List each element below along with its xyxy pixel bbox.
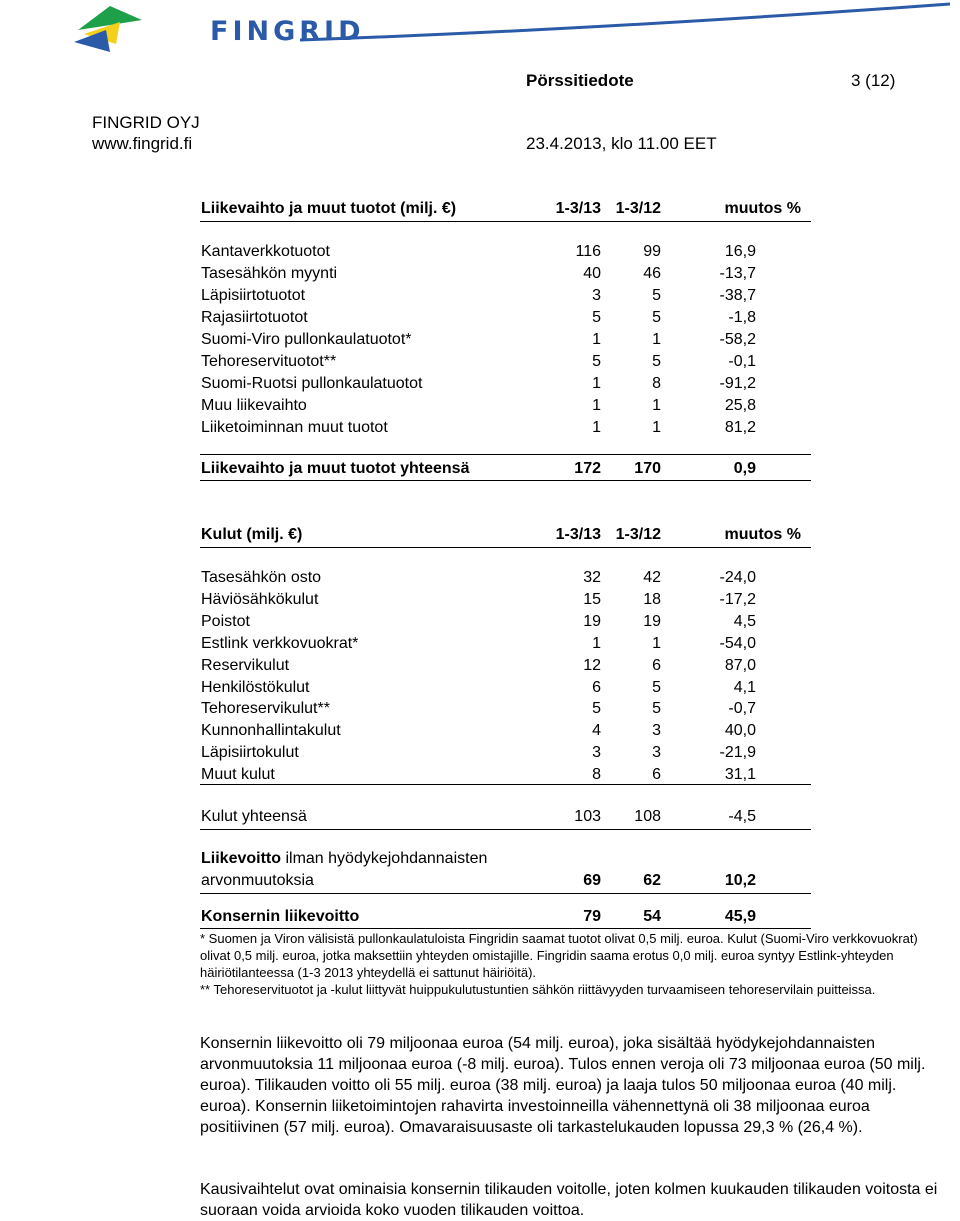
table-row bbox=[200, 589, 811, 611]
table-row bbox=[200, 677, 811, 699]
row-label: Tehoreservituotot** bbox=[201, 353, 337, 370]
table-row bbox=[200, 263, 811, 285]
table-row bbox=[200, 329, 811, 351]
company-name: FINGRID OYJ bbox=[92, 113, 200, 132]
release-date: 23.4.2013, klo 11.00 EET bbox=[526, 134, 717, 153]
table-cell: 1 bbox=[592, 375, 601, 392]
table-row bbox=[200, 698, 811, 720]
total-label: Kulut yhteensä bbox=[201, 808, 307, 825]
table-cell: 10,2 bbox=[724, 872, 756, 889]
row-label: Läpisiirtotuotot bbox=[201, 287, 306, 304]
table-cell: 116 bbox=[575, 243, 601, 260]
table-cell: 6 bbox=[652, 656, 661, 674]
divider bbox=[200, 829, 811, 830]
body-paragraph: Kausivaihtelut ovat ominaisia konsernin tilikauden voitolle, joten kolmen kuukauden tilikauden voitosta ei suoraan voida arvioida koko vuoden tilikauden voittoa. bbox=[200, 1181, 938, 1219]
table-cell: 18 bbox=[643, 590, 661, 608]
row-label: Kantaverkkotuotot bbox=[201, 243, 330, 260]
divider bbox=[200, 928, 811, 929]
cost-total-row bbox=[200, 806, 811, 828]
table-cell: 19 bbox=[643, 612, 661, 630]
table-cell: 46 bbox=[643, 265, 661, 282]
row-label: Muu liikevaihto bbox=[201, 397, 307, 414]
table-cell: 5 bbox=[652, 287, 661, 304]
col-header: 1-3/13 bbox=[555, 526, 601, 543]
table-row bbox=[200, 764, 811, 786]
table-cell: 40,0 bbox=[724, 722, 756, 740]
row-label: Suomi-Viro pullonkaulatuotot* bbox=[201, 331, 412, 348]
table-cell: 32 bbox=[583, 569, 601, 586]
table-cell: 1 bbox=[652, 634, 661, 652]
table-row bbox=[200, 611, 811, 633]
operating-profit-label-row bbox=[200, 848, 811, 870]
divider bbox=[200, 784, 811, 785]
table-cell: 108 bbox=[634, 808, 661, 825]
table-cell: 5 bbox=[652, 700, 661, 718]
table-row bbox=[200, 307, 811, 329]
row-label: Henkilöstökulut bbox=[201, 678, 310, 696]
operating-profit-label-rest: ilman hyödykejohdannaisten bbox=[281, 850, 488, 867]
footnote-1: * Suomen ja Viron välisistä pullonkaulatuloista Fingridin saamat tuotot olivat 0,5 milj. euroa. Kulut (Suomi-Viro verkkovuokrat) olivat 0,5 milj. euroa, jotka maksettiin yhteyden omistajille. Fingridin saama erotus 0,0 milj. euroa syntyy Estlink-yhteyden häiriötilanteessa (1-3 2013 yhteydellä ei sattunut häiriöitä). bbox=[200, 931, 918, 980]
doc-type: Pörssitiedote bbox=[526, 71, 634, 90]
table-cell: -0,1 bbox=[728, 353, 756, 370]
table-cell: 3 bbox=[592, 744, 601, 762]
table-row bbox=[200, 417, 811, 439]
table-cell: 79 bbox=[583, 908, 601, 925]
table-cell: -24,0 bbox=[719, 569, 756, 586]
table-cell: 99 bbox=[643, 243, 661, 260]
table-cell: 25,8 bbox=[724, 397, 756, 414]
table-row bbox=[200, 373, 811, 395]
table-cell: 5 bbox=[652, 353, 661, 370]
website-link[interactable]: www.fingrid.fi bbox=[92, 134, 193, 153]
table-cell: -38,7 bbox=[719, 287, 756, 304]
table-cell: 3 bbox=[652, 722, 661, 740]
table-cell: 6 bbox=[652, 766, 661, 784]
row-label: Suomi-Ruotsi pullonkaulatuotot bbox=[201, 375, 423, 392]
table-cell: 42 bbox=[643, 569, 661, 586]
row-label: Kunnonhallintakulut bbox=[201, 722, 341, 740]
cost-title: Kulut (milj. €) bbox=[201, 526, 303, 543]
table-row bbox=[200, 395, 811, 417]
row-label: Rajasiirtotuotot bbox=[201, 309, 308, 326]
logo-wordmark: FINGRID bbox=[210, 16, 365, 47]
row-label: Tasesähkön osto bbox=[201, 569, 322, 586]
table-cell: 69 bbox=[583, 872, 601, 889]
table-cell: 1 bbox=[592, 397, 601, 414]
row-label: Poistot bbox=[201, 612, 250, 630]
table-cell: 40 bbox=[583, 265, 601, 282]
operating-profit-row bbox=[200, 870, 811, 892]
table-cell: -58,2 bbox=[719, 331, 756, 348]
table-cell: 19 bbox=[583, 612, 601, 630]
table-cell: 1 bbox=[592, 419, 601, 436]
table-row bbox=[200, 633, 811, 655]
table-row bbox=[200, 720, 811, 742]
page-number: 3 (12) bbox=[851, 71, 896, 90]
row-label: Muut kulut bbox=[201, 766, 275, 784]
group-profit-row bbox=[200, 906, 811, 928]
table-cell: 16,9 bbox=[724, 243, 756, 260]
table-cell: 45,9 bbox=[724, 908, 756, 925]
table-cell: 1 bbox=[652, 397, 661, 414]
total-label: Liikevaihto ja muut tuotot yhteensä bbox=[201, 460, 470, 477]
revenue-header-row bbox=[200, 198, 811, 220]
table-cell: 4,1 bbox=[733, 678, 756, 696]
table-cell: 1 bbox=[652, 331, 661, 348]
table-row bbox=[200, 285, 811, 307]
revenue-total-row bbox=[200, 458, 811, 480]
table-cell: 5 bbox=[592, 309, 601, 326]
table-cell: 5 bbox=[592, 353, 601, 370]
col-header: 1-3/12 bbox=[615, 200, 661, 217]
table-cell: 3 bbox=[652, 744, 661, 762]
row-label: Läpisiirtokulut bbox=[201, 744, 299, 762]
group-profit-label: Konsernin liikevoitto bbox=[201, 908, 360, 925]
table-cell: 8 bbox=[652, 375, 661, 392]
table-cell: -1,8 bbox=[728, 309, 756, 326]
divider bbox=[200, 547, 811, 548]
table-row bbox=[200, 241, 811, 263]
divider bbox=[200, 893, 811, 894]
table-cell: 4,5 bbox=[733, 612, 756, 630]
table-cell: 1 bbox=[592, 634, 601, 652]
table-cell: 81,2 bbox=[724, 419, 756, 436]
table-cell: 4 bbox=[592, 722, 601, 740]
col-header: 1-3/12 bbox=[615, 526, 661, 543]
table-cell: -17,2 bbox=[719, 590, 756, 608]
fingrid-logo bbox=[70, 0, 960, 60]
cost-header-row bbox=[200, 524, 811, 546]
table-cell: 8 bbox=[592, 766, 601, 784]
table-cell: 1 bbox=[652, 419, 661, 436]
row-label: Reservikulut bbox=[201, 656, 290, 674]
table-cell: 103 bbox=[574, 808, 601, 825]
revenue-title: Liikevaihto ja muut tuotot (milj. €) bbox=[201, 200, 457, 217]
table-cell: -91,2 bbox=[719, 375, 756, 392]
table-cell: 3 bbox=[592, 287, 601, 304]
table-cell: -0,7 bbox=[728, 700, 756, 718]
col-header: muutos % bbox=[724, 200, 801, 217]
table-cell: 0,9 bbox=[733, 460, 756, 477]
table-cell: -4,5 bbox=[728, 808, 756, 825]
table-cell: -13,7 bbox=[719, 265, 756, 282]
table-cell: 87,0 bbox=[724, 656, 756, 674]
row-label: Häviösähkökulut bbox=[201, 590, 319, 608]
table-cell: 5 bbox=[652, 678, 661, 696]
operating-profit-label-line2: arvonmuutoksia bbox=[201, 872, 314, 889]
footnote-2: ** Tehoreservituotot ja -kulut liittyvät huippukulutustuntien sähkön riittävyyden turvaamiseen tehoreservilain puitteissa. bbox=[200, 982, 876, 997]
table-cell: 172 bbox=[574, 460, 601, 477]
table-cell: -21,9 bbox=[719, 744, 756, 762]
table-row bbox=[200, 655, 811, 677]
table-cell: 5 bbox=[652, 309, 661, 326]
table-cell: 54 bbox=[643, 908, 661, 925]
divider bbox=[200, 454, 811, 455]
table-cell: -54,0 bbox=[719, 634, 756, 652]
table-cell: 12 bbox=[583, 656, 601, 674]
table-row bbox=[200, 742, 811, 764]
table-row bbox=[200, 567, 811, 589]
row-label: Tasesähkön myynti bbox=[201, 265, 338, 282]
table-cell: 62 bbox=[643, 872, 661, 889]
table-cell: 31,1 bbox=[724, 766, 756, 784]
table-cell: 170 bbox=[634, 460, 661, 477]
row-label: Liiketoiminnan muut tuotot bbox=[201, 419, 388, 436]
body-paragraph: Konsernin liikevoitto oli 79 miljoonaa euroa (54 milj. euroa), joka sisältää hyödykejohdannaisten arvonmuutoksia 11 miljoonaa euroa (-8 milj. euroa). Tulos ennen veroja oli 73 miljoonaa euroa (50 milj. euroa). Tilikauden voitto oli 55 milj. euroa (38 milj. euroa) ja laaja tulos 50 miljoonaa euroa (40 milj. euroa). Konsernin liiketoimintojen rahavirta investoinneilla vähennettynä oli 38 miljoonaa euroa positiivinen (57 milj. euroa). Omavaraisuusaste oli tarkastelukauden lopussa 29,3 % (26,4 %). bbox=[200, 1035, 926, 1136]
table-cell: 15 bbox=[583, 590, 601, 608]
row-label: Estlink verkkovuokrat* bbox=[201, 634, 359, 652]
divider bbox=[200, 221, 811, 222]
col-header: muutos % bbox=[724, 526, 801, 543]
table-row bbox=[200, 351, 811, 373]
logo-emblem-icon bbox=[70, 0, 960, 60]
table-cell: 5 bbox=[592, 700, 601, 718]
operating-profit-label: Liikevoitto bbox=[201, 850, 282, 867]
table-cell: 1 bbox=[592, 331, 601, 348]
divider bbox=[200, 480, 811, 481]
table-cell: 6 bbox=[592, 678, 601, 696]
col-header: 1-3/13 bbox=[555, 200, 601, 217]
row-label: Tehoreservikulut** bbox=[201, 700, 330, 718]
